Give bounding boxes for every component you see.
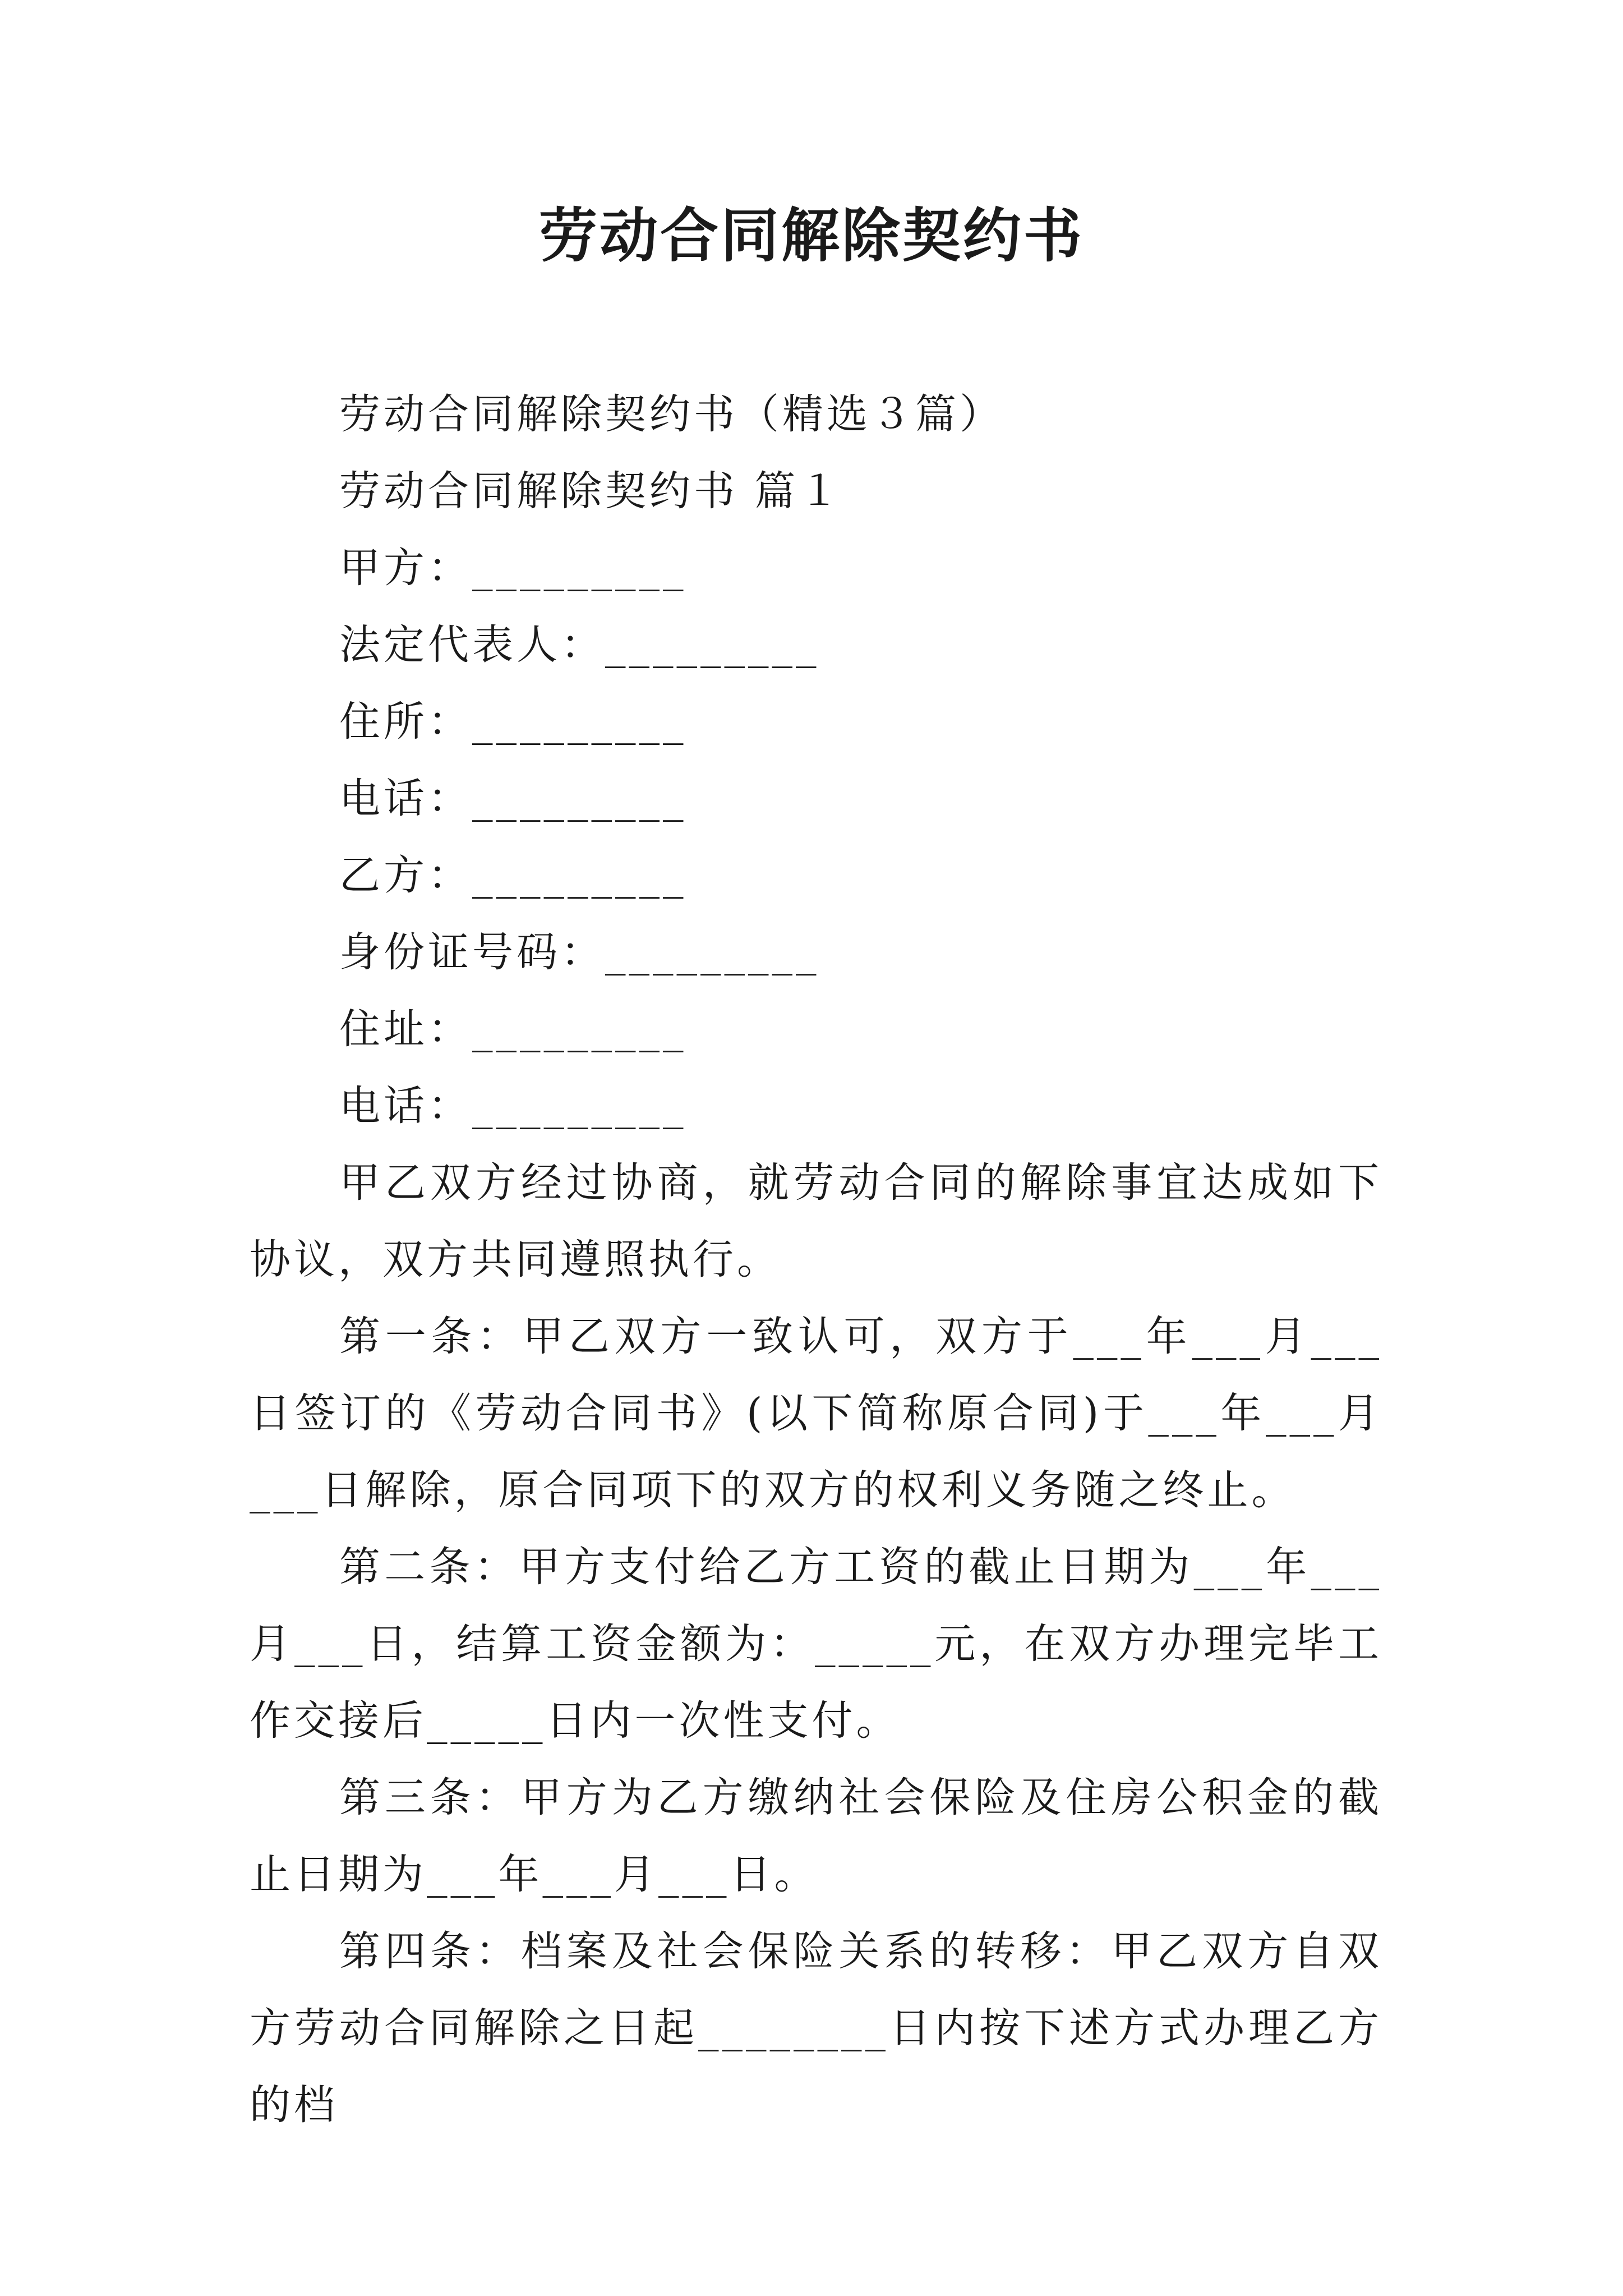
section-heading: 劳动合同解除契约书 篇１ — [339, 467, 843, 515]
paragraph-article-1: 第一条：甲乙双方一致认可，双方于___年___月___日签订的《劳动合同书》(以下简称原合同)于___年___月___日解除，原合同项下的双方的权利义务随之终止。 — [250, 1313, 1382, 1514]
document-body — [250, 376, 1382, 2143]
field-phone-b: 电话：_________ — [339, 1082, 687, 1130]
document-title: 劳动合同解除契约书 — [538, 201, 1084, 270]
paragraph-article-2: 第二条：甲方支付给乙方工资的截止日期为___年___月___日，结算工资金额为：_____元，在双方办理完毕工作交接后_____日内一次性支付。 — [250, 1543, 1382, 1745]
field-party-b: 乙方：_________ — [339, 852, 687, 899]
field-address-a: 住所：_________ — [339, 698, 687, 746]
paragraph-article-4: 第四条：档案及社会保险关系的转移：甲乙双方自双方劳动合同解除之日起________日内按下述方式办理乙方的档 — [250, 1927, 1382, 2129]
field-phone-a: 电话：_________ — [339, 775, 687, 822]
field-party-a: 甲方：_________ — [339, 544, 687, 592]
paragraph-article-3: 第三条：甲方为乙方缴纳社会保险及住房公积金的截止日期为___年___月___日。 — [250, 1774, 1382, 1898]
field-address-b: 住址：_________ — [339, 1005, 687, 1053]
field-id-number: 身份证号码：_________ — [339, 928, 820, 976]
paragraph-intro: 甲乙双方经过协商，就劳动合同的解除事宜达成如下协议，双方共同遵照执行。 — [250, 1159, 1382, 1283]
field-legal-representative: 法定代表人：_________ — [339, 621, 820, 669]
subtitle: 劳动合同解除契约书（精选３篇） — [339, 390, 1004, 438]
